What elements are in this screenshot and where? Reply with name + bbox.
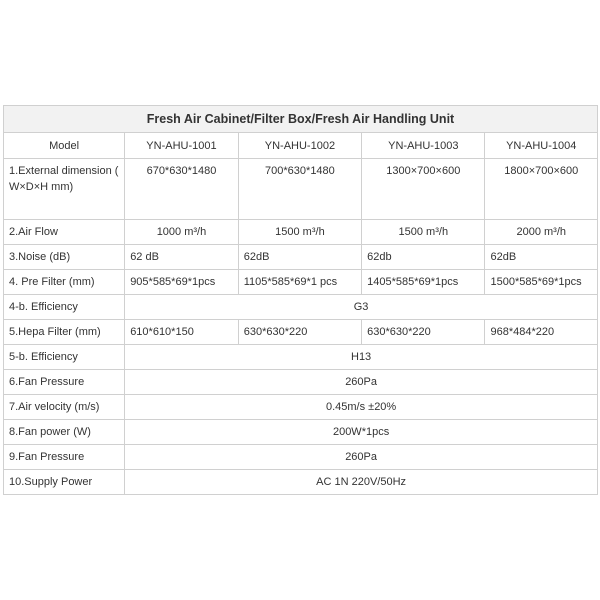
- cell-supply-power: AC 1N 220V/50Hz: [125, 470, 598, 495]
- row-label-fan-pressure-9: 9.Fan Pressure: [4, 445, 125, 470]
- row-label-air-velocity: 7.Air velocity (m/s): [4, 395, 125, 420]
- row-label-supply-power: 10.Supply Power: [4, 470, 125, 495]
- table-row: [4, 420, 598, 445]
- row-label-fan-pressure-6: 6.Fan Pressure: [4, 370, 125, 395]
- spec-table: [3, 105, 598, 495]
- table-title: Fresh Air Cabinet/Filter Box/Fresh Air Handling Unit: [4, 106, 598, 133]
- cell-noise-1001: 62 dB: [125, 245, 239, 270]
- cell-dimension-1001: 670*630*1480: [125, 159, 239, 220]
- model-name-1001: YN-AHU-1001: [125, 133, 239, 159]
- row-label-noise: 3.Noise (dB): [4, 245, 125, 270]
- table-row: [4, 220, 598, 245]
- cell-noise-1003: 62db: [362, 245, 485, 270]
- cell-dimension-1002: 700*630*1480: [238, 159, 361, 220]
- cell-hepa-filter-1004: 968*484*220: [485, 320, 598, 345]
- table-row: [4, 320, 598, 345]
- table-row: [4, 270, 598, 295]
- cell-air-flow-1003: 1500 m³/h: [362, 220, 485, 245]
- cell-air-flow-1001: 1000 m³/h: [125, 220, 239, 245]
- cell-hepa-filter-1003: 630*630*220: [362, 320, 485, 345]
- cell-hepa-filter-1002: 630*630*220: [238, 320, 361, 345]
- row-label-air-flow: 2.Air Flow: [4, 220, 125, 245]
- model-name-1004: YN-AHU-1004: [485, 133, 598, 159]
- row-label-dimension: 1.External dimension ( W×D×H mm): [4, 159, 125, 220]
- row-label-efficiency-4b: 4-b. Efficiency: [4, 295, 125, 320]
- cell-noise-1002: 62dB: [238, 245, 361, 270]
- cell-pre-filter-1001: 905*585*69*1pcs: [125, 270, 239, 295]
- table-row: [4, 395, 598, 420]
- cell-air-flow-1002: 1500 m³/h: [238, 220, 361, 245]
- table-row: [4, 159, 598, 220]
- row-label-pre-filter: 4. Pre Filter (mm): [4, 270, 125, 295]
- cell-efficiency-5b: H13: [125, 345, 598, 370]
- cell-pre-filter-1002: 1105*585*69*1 pcs: [238, 270, 361, 295]
- cell-fan-pressure-6: 260Pa: [125, 370, 598, 395]
- cell-dimension-1004: 1800×700×600: [485, 159, 598, 220]
- cell-dimension-1003: 1300×700×600: [362, 159, 485, 220]
- cell-fan-power: 200W*1pcs: [125, 420, 598, 445]
- row-label-hepa-filter: 5.Hepa Filter (mm): [4, 320, 125, 345]
- cell-noise-1004: 62dB: [485, 245, 598, 270]
- table-row: [4, 370, 598, 395]
- table-row: [4, 245, 598, 270]
- cell-air-velocity: 0.45m/s ±20%: [125, 395, 598, 420]
- cell-pre-filter-1003: 1405*585*69*1pcs: [362, 270, 485, 295]
- model-name-1003: YN-AHU-1003: [362, 133, 485, 159]
- table-title-row: [4, 106, 598, 133]
- row-label-efficiency-5b: 5-b. Efficiency: [4, 345, 125, 370]
- model-name-1002: YN-AHU-1002: [238, 133, 361, 159]
- table-row: [4, 295, 598, 320]
- table-row: [4, 445, 598, 470]
- cell-hepa-filter-1001: 610*610*150: [125, 320, 239, 345]
- model-header-row: [4, 133, 598, 159]
- row-label-fan-power: 8.Fan power (W): [4, 420, 125, 445]
- cell-efficiency-4b: G3: [125, 295, 598, 320]
- cell-pre-filter-1004: 1500*585*69*1pcs: [485, 270, 598, 295]
- table-row: [4, 345, 598, 370]
- cell-air-flow-1004: 2000 m³/h: [485, 220, 598, 245]
- cell-fan-pressure-9: 260Pa: [125, 445, 598, 470]
- row-label-model: Model: [4, 133, 125, 159]
- table-row: [4, 470, 598, 495]
